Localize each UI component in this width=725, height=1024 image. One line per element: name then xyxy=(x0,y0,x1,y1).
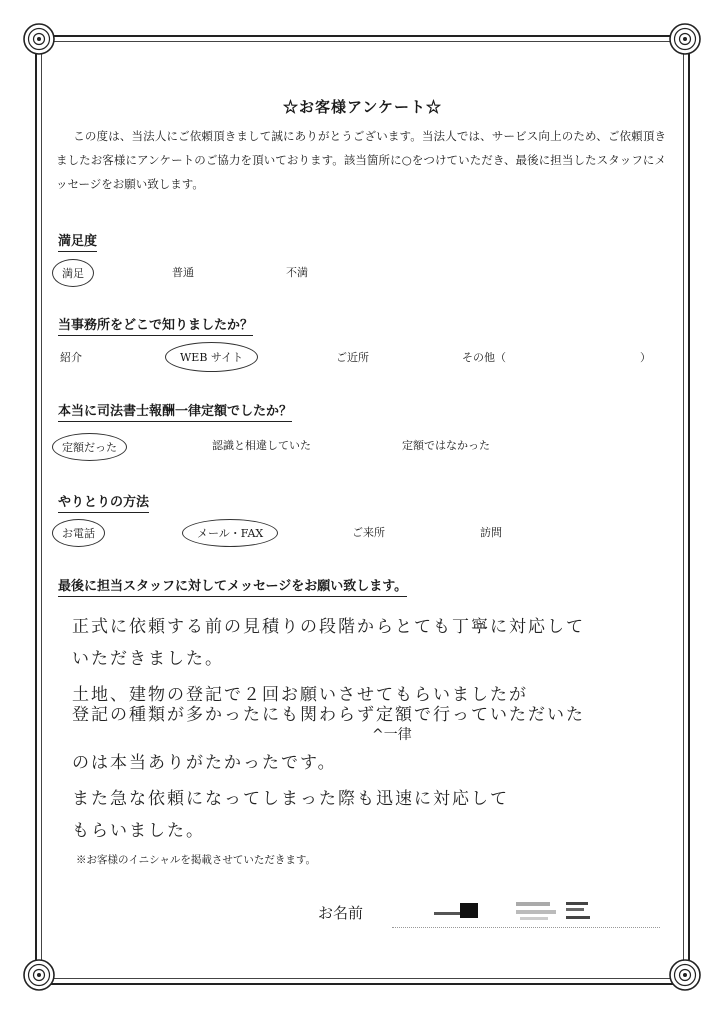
fee-option-not-fixed[interactable]: 定額ではなかった xyxy=(402,439,490,452)
contact-option-home-visit[interactable]: 訪問 xyxy=(480,526,502,539)
contact-option-visit-office[interactable]: ご来所 xyxy=(352,526,385,539)
message-line: 土地、建物の登記で２回お願いさせてもらいましたが xyxy=(72,685,528,705)
message-line: もらいました。 xyxy=(72,821,205,841)
contact-heading: やりとりの方法 xyxy=(58,491,149,513)
message-line: 登記の種類が多かったにも関わらず定額で行っていただいた xyxy=(72,705,585,725)
name-label: お名前 xyxy=(318,904,364,922)
message-line: のは本当ありがたかったです。 xyxy=(72,753,337,773)
contact-option-phone[interactable]: お電話 xyxy=(52,519,105,547)
message-line: 正式に依頼する前の見積りの段階からとても丁寧に対応して xyxy=(72,617,585,637)
contact-option-mail-fax[interactable]: メール・FAX xyxy=(182,519,278,547)
corner-ornament-icon xyxy=(668,22,702,56)
source-option-other-close: ） xyxy=(640,351,651,364)
corner-ornament-icon xyxy=(22,22,56,56)
source-option-referral[interactable]: 紹介 xyxy=(60,351,82,364)
source-option-neighborhood[interactable]: ご近所 xyxy=(336,351,369,364)
message-heading: 最後に担当スタッフに対してメッセージをお願い致します。 xyxy=(58,575,407,597)
name-underline xyxy=(392,927,660,928)
corner-ornament-icon xyxy=(22,958,56,992)
satisfaction-option-satisfied[interactable]: 満足 xyxy=(52,259,94,287)
source-option-other[interactable]: その他（ xyxy=(462,351,506,364)
satisfaction-heading: 満足度 xyxy=(58,230,97,252)
satisfaction-option-normal[interactable]: 普通 xyxy=(172,266,194,279)
message-line: いただきました。 xyxy=(72,649,224,669)
message-insertion: ^一律 xyxy=(372,727,412,743)
initials-note: ※お客様のイニシャルを掲載させていただきます。 xyxy=(76,854,317,866)
intro-text: この度は、当法人にご依頼頂きまして誠にありがとうございます。当法人では、サービス向上のため、ご依頼頂きましたお客様にアンケートのご協力を頂いております。該当箇所に○をつけていただき、最後に担当したスタッフにメッセージをお願い致します。 xyxy=(56,129,666,191)
message-line: また急な依頼になってしまった際も迅速に対応して xyxy=(72,789,509,809)
source-option-website[interactable]: WEB サイト xyxy=(165,342,258,372)
satisfaction-option-dissatisfied[interactable]: 不満 xyxy=(286,266,308,279)
form-title: ☆お客様アンケート☆ xyxy=(282,98,443,116)
fee-option-different[interactable]: 認識と相違していた xyxy=(212,439,311,452)
fee-heading: 本当に司法書士報酬一律定額でしたか？ xyxy=(58,400,292,422)
redacted-name-image xyxy=(420,898,600,924)
source-heading: 当事務所をどこで知りましたか？ xyxy=(58,314,253,336)
fee-option-fixed[interactable]: 定額だった xyxy=(52,433,127,461)
corner-ornament-icon xyxy=(668,958,702,992)
